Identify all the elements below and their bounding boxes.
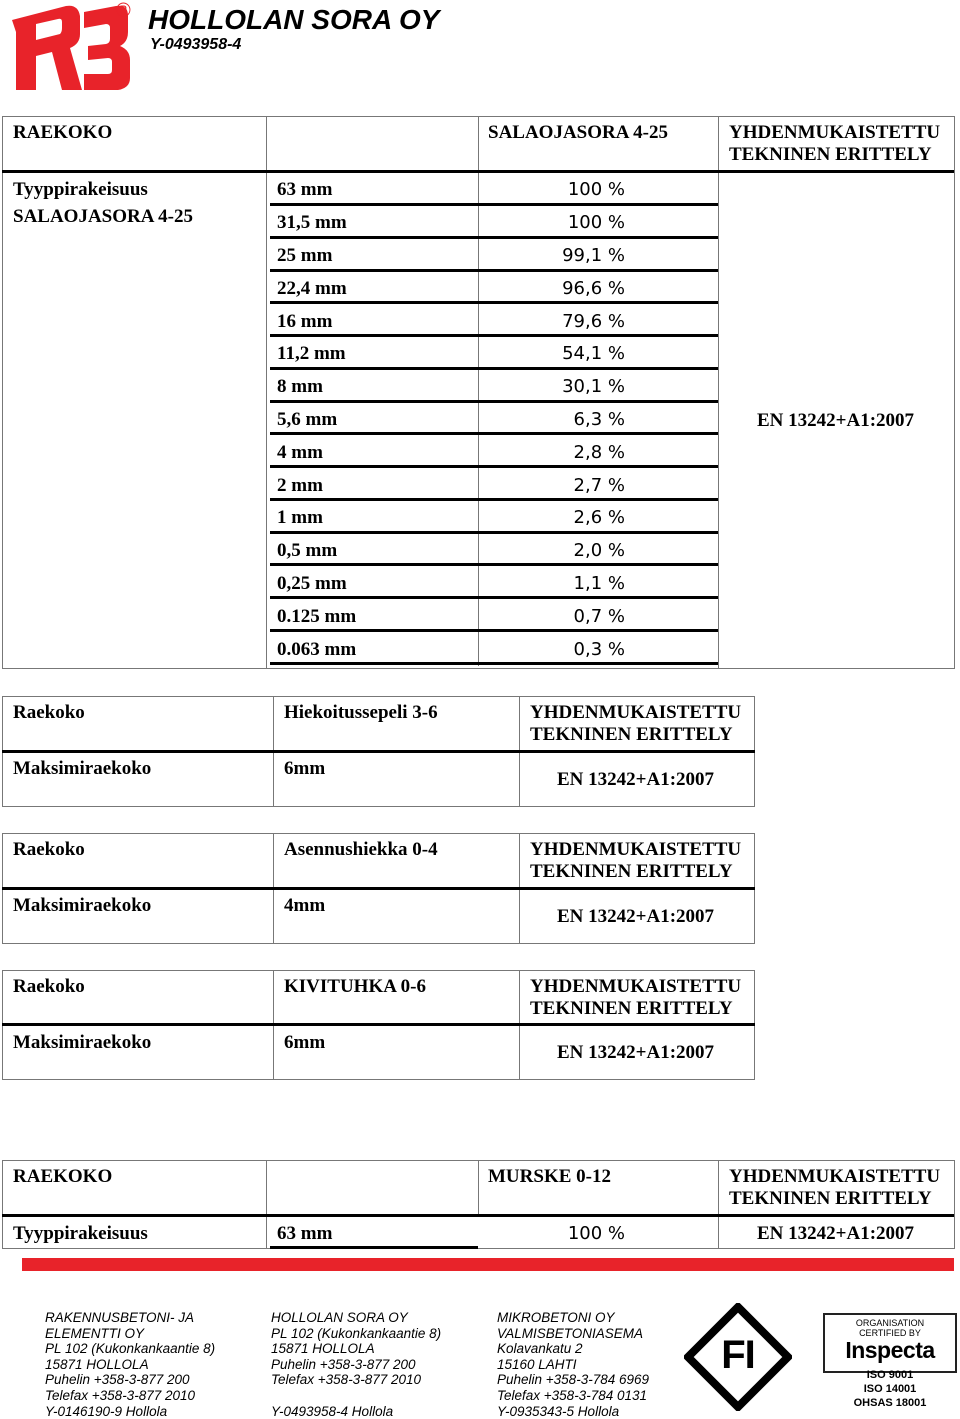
- size-cell: 63 mm: [277, 179, 333, 200]
- percent-cell: 54,1 %: [562, 343, 625, 364]
- company-name: HOLLOLAN SORA OY: [148, 4, 440, 35]
- percent-cell: 96,6 %: [562, 278, 625, 299]
- percent-cell: 1,1 %: [573, 573, 625, 594]
- standard-cell: EN 13242+A1:2007: [557, 1042, 715, 1063]
- size-cell: 31,5 mm: [277, 212, 347, 233]
- max-size-value: 6mm: [284, 1032, 326, 1053]
- type-product: SALAOJASORA 4-25: [13, 206, 193, 227]
- footer-line: PL 102 (Kukonkankaantie 8): [271, 1325, 442, 1341]
- fi-certification-mark: [684, 1303, 792, 1411]
- footer-line: Kolavankatu 2: [497, 1341, 583, 1357]
- standard-cell: EN 13242+A1:2007: [757, 410, 915, 431]
- size-cell: 8 mm: [277, 376, 323, 397]
- size-cell: 63 mm: [277, 1223, 333, 1244]
- product-header: SALAOJASORA 4-25: [488, 122, 668, 143]
- type-label: Tyyppirakeisuus: [13, 179, 148, 200]
- size-cell: 22,4 mm: [277, 278, 347, 299]
- product-header: MURSKE 0-12: [488, 1166, 611, 1187]
- footer-line: 15871 HOLLOLA: [45, 1356, 149, 1372]
- registered-mark: ®: [116, 0, 131, 22]
- raekoko-header: RAEKOKO: [13, 1166, 113, 1187]
- size-cell: 16 mm: [277, 311, 333, 332]
- size-cell: 5,6 mm: [277, 409, 338, 430]
- max-size-value: 4mm: [284, 895, 326, 916]
- footer-line: PL 102 (Kukonkankaantie 8): [45, 1341, 216, 1357]
- fi-mark-text: FI: [721, 1333, 755, 1377]
- footer-line: Y-0935343-5 Hollola: [497, 1403, 620, 1419]
- spec-line1: YHDENMUKAISTETTU: [729, 1166, 941, 1187]
- footer-line: [271, 1388, 441, 1404]
- standard-cell: EN 13242+A1:2007: [557, 769, 715, 790]
- percent-cell: 2,7 %: [573, 475, 625, 496]
- size-cell: 11,2 mm: [277, 343, 346, 364]
- type-label: Tyyppirakeisuus: [13, 1223, 148, 1244]
- max-size-value: 6mm: [284, 758, 326, 779]
- footer-company-hollolan-sora: [271, 1310, 441, 1419]
- percent-cell: 0,7 %: [573, 606, 625, 627]
- max-size-label: Maksimiraekoko: [13, 1032, 152, 1053]
- size-cell: 1 mm: [277, 507, 323, 528]
- footer-line: Puhelin +358-3-877 200: [45, 1372, 190, 1388]
- footer-line: Puhelin +358-3-877 200: [271, 1356, 416, 1372]
- footer-line: ELEMENTTI OY: [45, 1325, 145, 1341]
- raekoko-label: Raekoko: [13, 976, 85, 997]
- size-cell: 2 mm: [277, 475, 323, 496]
- size-cell: 4 mm: [277, 442, 323, 463]
- percent-cell: 100 %: [567, 179, 625, 200]
- percent-cell: 2,6 %: [573, 507, 625, 528]
- footer-line: Y-0146190-9 Hollola: [45, 1403, 168, 1419]
- size-cell: 0.125 mm: [277, 606, 357, 627]
- percent-cell: 79,6 %: [562, 311, 625, 332]
- size-cell: 0.063 mm: [277, 639, 357, 660]
- footer-line: RAKENNUSBETONI- JA: [45, 1310, 195, 1325]
- size-cell: 25 mm: [277, 245, 333, 266]
- size-cell: 0,25 mm: [277, 573, 347, 594]
- iso-14001: ISO 14001: [863, 1383, 917, 1395]
- footer-company-rakennusbetoni: [45, 1310, 215, 1419]
- footer-line: MIKROBETONI OY: [497, 1310, 615, 1325]
- footer-line: HOLLOLAN SORA OY: [271, 1310, 408, 1325]
- red-divider-bar: [22, 1258, 954, 1271]
- size-cell: 0,5 mm: [277, 540, 338, 561]
- product-name: Hiekoitussepeli 3-6: [284, 702, 438, 723]
- cert-line2: CERTIFIED BY: [859, 1328, 921, 1338]
- footer-line: VALMISBETONIASEMA: [497, 1325, 644, 1341]
- percent-cell: 99,1 %: [562, 245, 625, 266]
- percent-cell: 30,1 %: [562, 376, 625, 397]
- raekoko-label: Raekoko: [13, 702, 85, 723]
- footer-line: Y-0493958-4 Hollola: [271, 1403, 394, 1419]
- footer-line: Puhelin +358-3-784 6969: [497, 1372, 650, 1388]
- percent-cell: 2,0 %: [573, 540, 625, 561]
- company-logo: [8, 2, 133, 94]
- spec-line1: YHDENMUKAISTETTU: [530, 839, 742, 860]
- spec-line2: TEKNINEN ERITTELY: [530, 724, 733, 745]
- cert-line1: ORGANISATION: [855, 1318, 925, 1328]
- inspecta-certificate: [823, 1313, 957, 1373]
- percent-cell: 6,3 %: [573, 409, 625, 430]
- footer-line: 15160 LAHTI: [497, 1356, 577, 1372]
- footer-line: 15871 HOLLOLA: [271, 1341, 375, 1357]
- max-size-label: Maksimiraekoko: [13, 895, 152, 916]
- percent-cell: 2,8 %: [573, 442, 625, 463]
- standard-cell: EN 13242+A1:2007: [557, 906, 715, 927]
- spec-header-line1: YHDENMUKAISTETTU: [729, 122, 941, 143]
- product-name: Asennushiekka 0-4: [284, 839, 438, 860]
- percent-cell: 0,3 %: [573, 639, 625, 660]
- footer-line: Telefax +358-3-784 0131: [497, 1387, 647, 1403]
- max-size-label: Maksimiraekoko: [13, 758, 152, 779]
- raekoko-header: RAEKOKO: [13, 122, 113, 143]
- spec-line2: TEKNINEN ERITTELY: [530, 998, 733, 1019]
- percent-cell: 100 %: [567, 212, 625, 233]
- footer-line: Telefax +358-3-877 2010: [271, 1372, 421, 1388]
- spec-line1: YHDENMUKAISTETTU: [530, 976, 742, 997]
- product-name: KIVITUHKA 0-6: [284, 976, 426, 997]
- spec-line1: YHDENMUKAISTETTU: [530, 702, 742, 723]
- spec-line2: TEKNINEN ERITTELY: [530, 861, 733, 882]
- footer-line: Telefax +358-3-877 2010: [45, 1387, 195, 1403]
- raekoko-label: Raekoko: [13, 839, 85, 860]
- spec-header-line2: TEKNINEN ERITTELY: [729, 144, 932, 165]
- percent-cell: 100 %: [567, 1223, 625, 1244]
- business-id: Y-0493958-4: [150, 36, 242, 53]
- footer-company-mikrobetoni: [497, 1310, 649, 1419]
- iso-9001: ISO 9001: [866, 1369, 914, 1381]
- spec-line2: TEKNINEN ERITTELY: [729, 1188, 932, 1209]
- standard-cell: EN 13242+A1:2007: [757, 1223, 915, 1244]
- inspecta-brand: Inspecta: [845, 1337, 935, 1363]
- ohsas-18001: OHSAS 18001: [853, 1397, 927, 1409]
